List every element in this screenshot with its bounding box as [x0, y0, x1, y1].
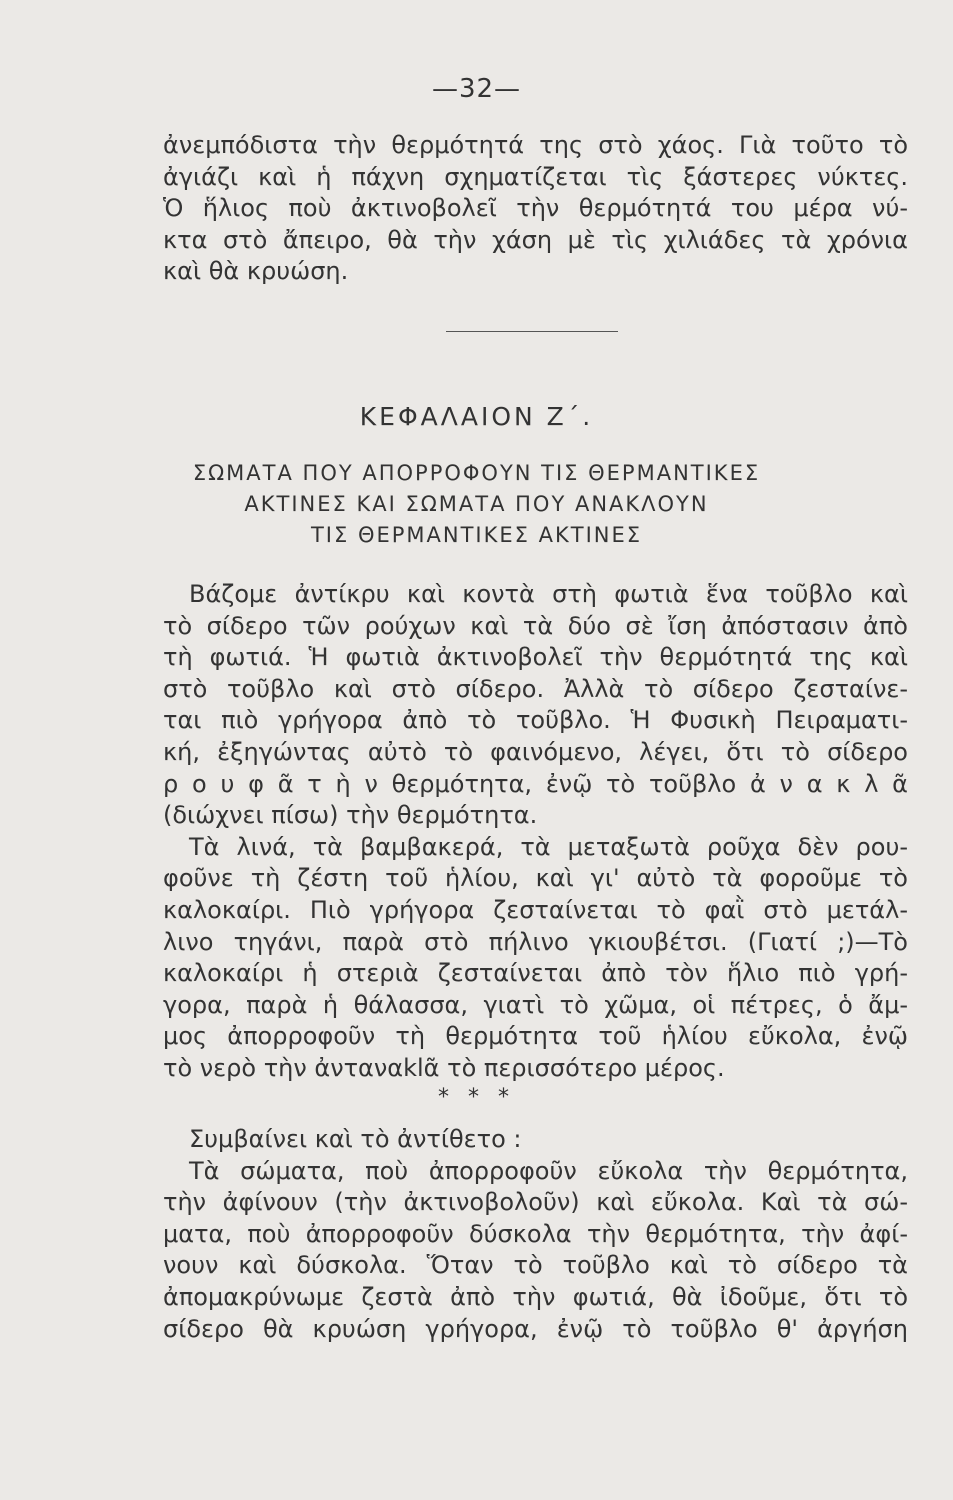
text-line: νουν καὶ δύσκολα. Ὅταν τὸ τοῦβλο καὶ τὸ σίδερο τὰ: [163, 1251, 908, 1280]
text-line: ἀνεμπόδιστα τὴν θερμότητά της στὸ χάος. Γιὰ τοῦτο τὸ: [163, 131, 908, 159]
text-line: μος ἀπορροφοῦν τὴ θερμότητα τοῦ ἡλίου εὔκολα, ἐνῷ: [163, 1022, 908, 1051]
text-line: φοῦνε τὴ ζέστη τοῦ ἡλίου, καὶ γι' αὐτὸ τὰ φοροῦμε τὸ: [163, 864, 908, 893]
text-line: κή, ἐξηγώντας αὐτὸ τὸ φαινόμενο, λέγει, ὅτι τὸ σίδερο: [163, 737, 908, 766]
text-line: Βάζομε ἀντίκρυ καὶ κοντὰ στὴ φωτιὰ ἕνα τοῦβλο καὶ: [189, 580, 908, 608]
text-line: στὸ τοῦβλο καὶ στὸ σίδερο. Ἀλλὰ τὸ σίδερο ζεσταίνε-: [163, 674, 908, 703]
top-paragraph: [163, 130, 908, 288]
text-line: Τὰ σώματα, ποὺ ἀπορροφοῦν εὔκολα τὴν θερμότητα,: [189, 1156, 908, 1185]
text-line: καλοκαίρι. Πιὸ γρήγορα ζεσταίνεται τὸ φαῒ στὸ μετάλ-: [163, 895, 908, 924]
text-line: σίδερο θὰ κρυώση γρήγορα, ἐνῷ τὸ τοῦβλο θ' ἀργήση: [163, 1314, 908, 1343]
body-paragraph: [163, 579, 908, 1085]
text-line: τὴ φωτιά. Ἡ φωτιὰ ἀκτινοβολεῖ τὴν θερμότητά της καὶ: [163, 643, 908, 672]
chapter-title: ΚΕΦΑΛΑΙΟΝ Ζ΄.: [359, 402, 594, 431]
text-line: ται πιὸ γρήγορα ἀπὸ τὸ τοῦβλο. Ἡ Φυσικὴ Πειραματι-: [163, 706, 908, 735]
page-number: —32—: [431, 74, 522, 104]
heading-line: ΤΙΣ ΘΕΡΜΑΝΤΙΚΕΣ ΑΚΤΙΝΕΣ: [310, 523, 643, 547]
text-line: ἀπομακρύνωμε ζεστὰ ἀπὸ τὴν φωτιά, θὰ ἰδοῦμε, ὅτι τὸ: [163, 1282, 908, 1311]
text-line: ματα, ποὺ ἀπορροφοῦν δύσκολα τὴν θερμότητα, τὴν ἀφί-: [163, 1219, 908, 1248]
text-line: καὶ θὰ κρυώση.: [163, 257, 349, 286]
heading-line: ΣΩΜΑΤΑ ΠΟΥ ΑΠΟΡΡΟΦΟΥΝ ΤΙΣ ΘΕΡΜΑΝΤΙΚΕΣ: [192, 461, 761, 485]
text-line: ἀγιάζι καὶ ἡ πάχνη σχηματίζεται τὶς ξάστερες νύκτες.: [163, 162, 908, 191]
text-line: Συμβαίνει καὶ τὸ ἀντίθετο :: [189, 1125, 522, 1153]
text-line: (διώχνει πίσω) τὴν θερμότητα.: [163, 801, 538, 830]
heading-line: ΑΚΤΙΝΕΣ ΚΑΙ ΣΩΜΑΤΑ ΠΟΥ ΑΝΑΚΛΟΥΝ: [244, 492, 709, 516]
separator-stars: * * *: [438, 1085, 515, 1110]
text-line: ρ ο υ φ ᾶ τ ὴ ν θερμότητα, ἐνῷ τὸ τοῦβλο ἀ ν α κ λ ᾶ: [163, 769, 908, 798]
text-line: καλοκαίρι ἡ στεριὰ ζεσταίνεται ἀπὸ τὸν ἥλιο πιὸ γρή-: [163, 959, 908, 988]
text-line: γορα, παρὰ ἡ θάλασσα, γιατὶ τὸ χῶμα, οἱ πέτρες, ὁ ἄμ-: [163, 990, 908, 1019]
section-divider: [446, 331, 618, 332]
chapter-heading: [0, 458, 953, 551]
text-line: Ὁ ἥλιος ποὺ ἀκτινοβολεῖ τὴν θερμότητά του μέρα νύ-: [163, 194, 908, 223]
text-line: τὸ σίδερο τῶν ρούχων καὶ τὰ δύο σὲ ἴση ἀπόστασιν ἀπὸ: [163, 611, 908, 640]
final-paragraph: [163, 1124, 908, 1345]
text-line: κτα στὸ ἄπειρο, θὰ τὴν χάση μὲ τὶς χιλιάδες τὰ χρόνια: [163, 225, 908, 254]
text-line: τὸ νερὸ τὴν ἀνταναklᾶ τὸ περισσότερο μέρος.: [163, 1053, 725, 1082]
text-line: τὴν ἀφίνουν (τὴν ἀκτινοβολοῦν) καὶ εὔκολα. Καὶ τὰ σώ-: [163, 1188, 908, 1217]
text-line: Τὰ λινά, τὰ βαμβακερά, τὰ μεταξωτὰ ροῦχα δὲν ρου-: [189, 832, 908, 861]
text-line: λινο τηγάνι, παρὰ στὸ πήλινο γκιουβέτσι. (Γιατί ;)—Τὸ: [163, 927, 908, 956]
